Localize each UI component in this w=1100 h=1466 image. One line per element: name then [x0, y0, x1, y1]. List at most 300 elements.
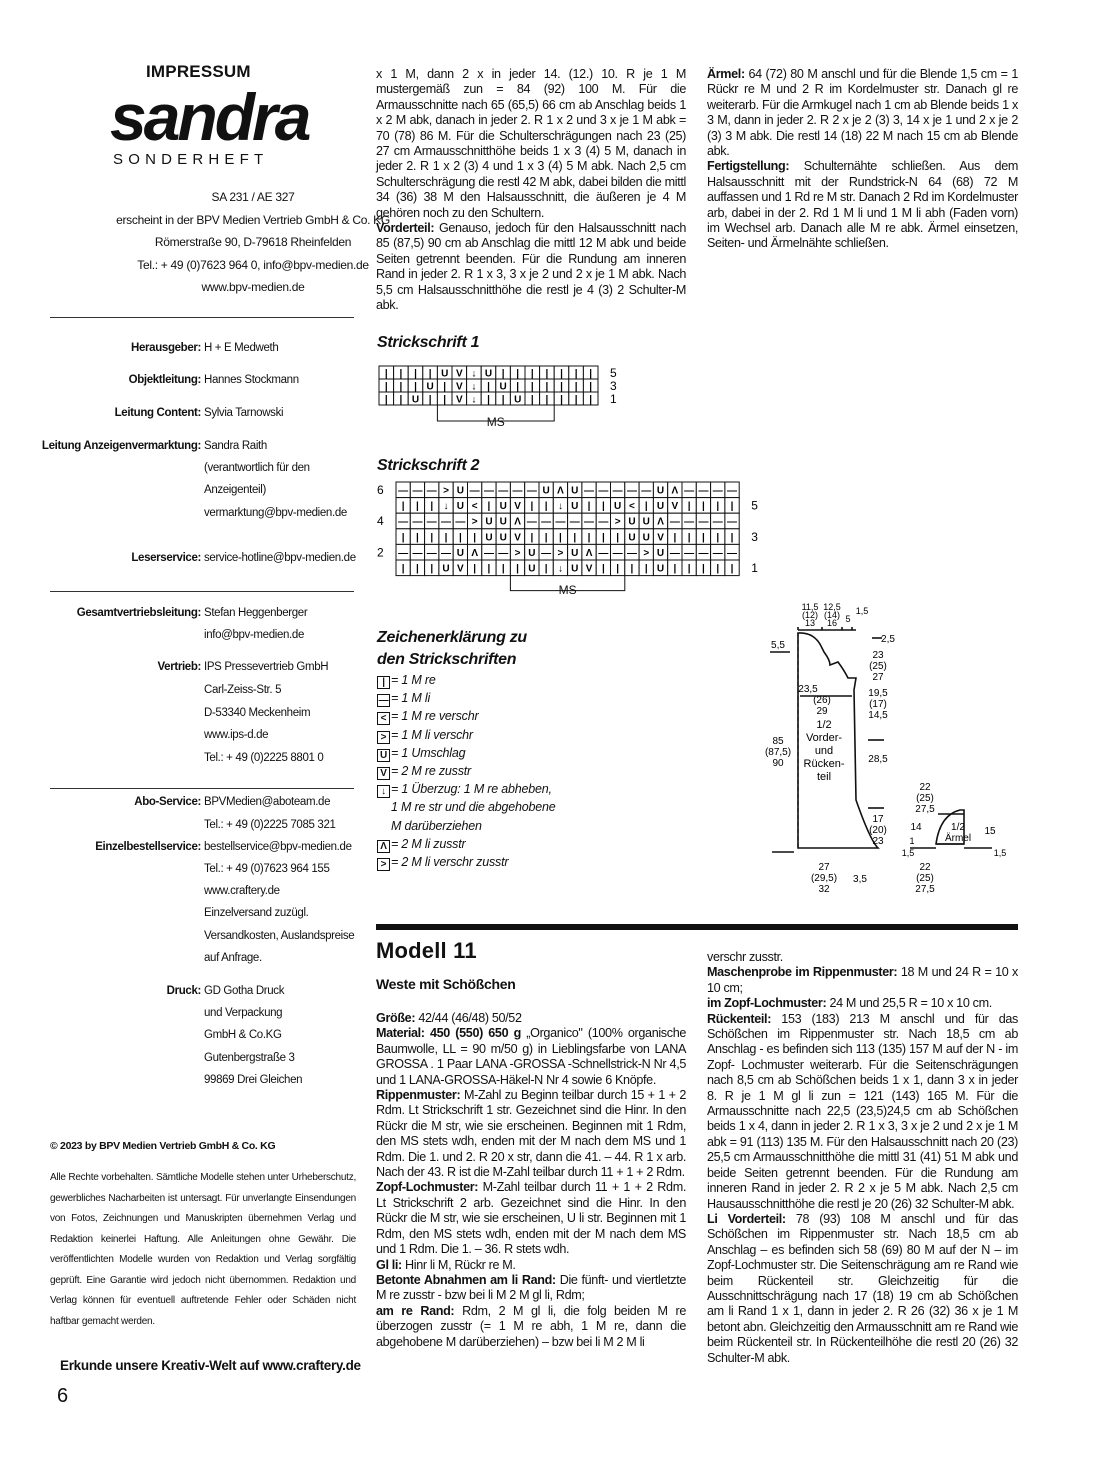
legend-text: = 2 M li zusstr: [391, 836, 466, 851]
stitch-symbol: —: [698, 485, 709, 497]
dim-label: 1,5: [901, 848, 915, 858]
stitch-symbol: V: [671, 501, 679, 513]
model-paragraph: [707, 1212, 1018, 1366]
stitch-symbol: —: [469, 485, 480, 497]
stitch-symbol: |: [730, 532, 734, 544]
impressum-value: Hannes Stockmann: [204, 374, 299, 386]
impressum-value: H + E Medweth: [204, 342, 279, 354]
stitch-symbol: U: [485, 516, 493, 528]
stitch-symbol: —: [512, 485, 523, 497]
model-paragraph-label: Betonte Abnahmen am li Rand:: [376, 1272, 556, 1287]
model-paragraph-text: Die fünft- und viertletzte M re zusstr - bzw bei li M 2 M gl li, Rdm;: [376, 1272, 686, 1303]
dim-label: 1: [909, 836, 915, 846]
piece-label: teil: [816, 771, 832, 783]
stitch-symbol: —: [555, 516, 566, 528]
publisher-line[interactable]: Tel.: + 49 (0)7623 964 0, info@bpv-medien.de: [137, 257, 369, 272]
stitch-symbol: |: [399, 368, 403, 380]
stitch-symbol: —: [541, 547, 552, 559]
dim-label: 14: [910, 822, 922, 833]
stitch-symbol: >: [471, 516, 478, 528]
model-paragraph-text: 42/44 (46/48) 50/52: [415, 1011, 522, 1025]
impressum-value: D-53340 Meckenheim: [204, 707, 311, 719]
stitch-symbol: V: [455, 381, 463, 393]
model-paragraph-text: „Organico" (100% organische Baumwolle, LL = 90 m/50 g) in Lieblingsfarbe von LANA GROSSA . 1 Paar LANA -GROSSA -Schnellstrick-N Nr 4,5 und 1 LANA-GROSSA-Häkel-N Nr 4 sowie 6 Knöpfe.: [376, 1026, 686, 1087]
stitch-symbol: —: [441, 547, 452, 559]
ms-label: MS: [558, 582, 577, 597]
stitch-symbol: <: [471, 501, 478, 513]
stitch-symbol: U: [499, 516, 507, 528]
stitch-symbol: |: [501, 394, 505, 406]
stitch-symbol: |: [516, 563, 519, 575]
stitch-symbol: U: [499, 501, 507, 513]
dim-label: 29: [816, 706, 828, 717]
stitch-symbol: |: [544, 563, 548, 575]
dim-label: (17): [869, 699, 887, 710]
dim-label: 90: [772, 758, 784, 769]
stitch-symbol: |: [601, 532, 605, 544]
stitch-symbol: —: [712, 516, 723, 528]
stitch-symbol: U: [542, 485, 550, 497]
stitch-symbol: |: [545, 394, 549, 406]
dim-label: 12,5: [823, 602, 841, 612]
dim-label: (25): [916, 793, 934, 804]
model-paragraph-text: M-Zahl teilbar durch 11 + 1 + 2 Rdm. Lt Strickschrift 2 arb. Gezeichnet sind die Hinr. In den Rückr die M str, wie sie erscheinen, U li str. Beginnen mit 1 Rdm, den MS stets wdh, enden mit der M nach dem MS und 1 Rdm. Die 1. – 36. R stets wdh.: [376, 1180, 686, 1257]
stitch-symbol: |: [616, 563, 620, 575]
stitch-symbol: V: [657, 532, 664, 544]
stitch-symbol: |: [587, 532, 591, 544]
divider: [50, 788, 354, 789]
stitch-symbol: |: [530, 381, 534, 393]
stitch-symbol: U: [628, 532, 636, 544]
instructions-column-1: [376, 67, 686, 314]
rights-notice: Alle Rechte vorbehalten. Sämtliche Modelle stehen unter Urheberschutz, gewerbliches Nacharbeiten ist untersagt. Für unverlangte Einsendungen von Fotos, Zeichnungen und Manuskripten übernehmen Verlag und Redaktion keinerlei Haftung. Alle Anleitungen ohne Gewähr. Die veröffentlichten Modelle wurden von Redaktion und Verlag sorgfältig geprüft. Eine Garantie wird jedoch nicht übernommen. Redaktion und Verlag können für eventuell auftretende Fehler oder Schäden nicht haftbar gemacht werden.: [50, 1172, 356, 1327]
legend-item: [377, 762, 555, 780]
legend-title: [377, 627, 555, 671]
stitch-symbol: —: [698, 547, 709, 559]
model-paragraph-text: Rdm, 2 M gl li, die folg beiden M re überzogen zusstr (= 1 M re abh, 1 M re, dann die abgehobene M darüberziehen) – bzw bei li M 2 M li: [376, 1303, 687, 1349]
stitch-symbol: —: [398, 516, 409, 528]
stitch-symbol: U: [456, 501, 464, 513]
stitch-symbol: |: [428, 394, 432, 406]
publisher-line: erscheint in der BPV Medien Vertrieb GmbH & Co. KG: [116, 212, 390, 227]
stitch-symbol: |: [560, 381, 563, 393]
impressum-label: Druck:: [166, 985, 201, 997]
stitch-symbol: |: [443, 394, 447, 406]
stitch-symbol: U: [628, 516, 636, 528]
model-title: Modell 11: [376, 938, 477, 963]
impressum-value[interactable]: vermarktung@bpv-medien.de: [204, 507, 347, 519]
stitch-symbol: |: [644, 563, 648, 575]
stitch-symbol: |: [487, 381, 490, 393]
sleeve-text: 64 (72) 80 M anschl und für die Blende 1,5 cm = 1 Rückr re M und 2 R im Kordelmuster str. Danach gl re weiterarb. Für die Armkugel nach 1 cm ab Blende beids 1 x 3 M, dann in jeder 2. R 2 x je 2 (3) 3, 14 x je 1 und 2 x je 2 (3) 3 M abk. Die restl 14 (18) 22 M nach 15 cm ab Blende abk.: [707, 67, 1018, 159]
stitch-symbol: |: [545, 381, 549, 393]
impressum-value: Stefan Heggenberger: [204, 607, 308, 619]
legend-text: = 2 M li verschr zusstr: [391, 855, 509, 870]
model-paragraph: [707, 1012, 1018, 1212]
stitch-symbol: U: [456, 547, 464, 559]
legend-text: = 1 Umschlag: [391, 745, 466, 760]
stitch-symbol: V: [455, 368, 463, 380]
stitch-symbol: U: [456, 485, 464, 497]
stitch-symbol: |: [384, 394, 388, 406]
impressum-label: Herausgeber:: [131, 342, 201, 354]
dim-label: 5: [845, 614, 851, 624]
impressum-heading: IMPRESSUM: [146, 62, 251, 81]
model-paragraph-text: 153 (183) 213 M anschl und für das Schößchen im Rippenmuster str. Nach 18,5 cm ab Anschlag - es befinden sich 113 (135) 157 M auf der N - im Zopf- Lochmuster weiterarb. Für die Seitenschrägungen nach 8,5 cm ab Schößchen beids 1 x 1, dann 3 x in jeder 8. R je 1 M gl li zun = 121 (143) 165 M. Für die Armausschnitte nach 22,5 (23,5)24,5 cm ab Schößchen beids 1 x 4, dann in jeder 2. R 1 x 3, 3 x je 2 und 2 x je 1 M abk = 91 (113) 135 M. Für den Halsausschnitt nach 20 (23) 25,5 cm Armausschnitthöhe die mittl 31 (41) 51 M abk und beide Seiten getrennt beenden. Für die Rundung am inneren Rand in jeder 2. R 2 x je 5 M abk. Nach 2,5 cm Hausausschnitthöhe die restl je 20 (26) 32 Schulter-M abk.: [707, 1011, 1018, 1211]
publisher-line[interactable]: www.bpv-medien.de: [201, 280, 305, 294]
stitch-symbol: —: [412, 516, 423, 528]
legend-item: [377, 707, 555, 725]
knitting-chart-1: [370, 360, 640, 440]
stitch-symbol: |: [487, 501, 491, 513]
stitch-symbol: |: [384, 381, 388, 393]
stitch-symbol: |: [560, 394, 563, 406]
stitch-symbol: |: [702, 563, 705, 575]
stitch-symbol: |: [416, 532, 419, 544]
stitch-symbol: |: [530, 394, 534, 406]
dim-label: (26): [813, 695, 831, 706]
stitch-symbol: Λ: [557, 485, 564, 497]
legend-text: M darüberziehen: [391, 818, 482, 833]
piece-label: Ärmel: [944, 833, 972, 844]
stitch-symbol: U: [485, 532, 493, 544]
impressum-value[interactable]: info@bpv-medien.de: [204, 629, 304, 641]
stitch-symbol: U: [656, 501, 665, 513]
knit-stitch-icon: |: [377, 676, 390, 689]
dim-label: 27,5: [915, 804, 935, 815]
stitch-symbol: U: [642, 532, 650, 544]
stitch-symbol: |: [687, 563, 691, 575]
model-paragraph-text: M-Zahl zu Beginn teilbar durch 15 + 1 + 2 Rdm. Lt Strickschrift 1 str. Gezeichnet sind die Hinr. In den Rückr die M str, wie sie erscheinen. Beginnen mit 1 Rdm, den MS stets wdh, enden mit der M nach dem MS und 1 Rdm. Die 1. und 2. R 20 x str, dann die 41. – 44. R 1 x arb. Nach der 43. R ist die M-Zahl teilbar durch 11 + 1 + 2 Rdm.: [376, 1088, 686, 1180]
stitch-symbol: —: [498, 485, 509, 497]
stitch-symbol: —: [727, 516, 738, 528]
garment-schematic: [760, 600, 1020, 900]
craftery-link[interactable]: Erkunde unsere Kreativ-Welt auf www.craftery.de: [60, 1358, 361, 1373]
stitch-symbol: |: [473, 532, 477, 544]
impressum-value: 99869 Drei Gleichen: [204, 1074, 303, 1086]
dim-label: 13: [804, 618, 816, 628]
impressum-value[interactable]: www.craftery.de: [204, 885, 280, 897]
stitch-symbol: V: [514, 501, 521, 513]
slip-knitwise-icon: <: [377, 712, 390, 725]
stitch-symbol: >: [443, 485, 449, 497]
legend-text: = 2 M re zusstr: [391, 764, 472, 779]
piece-label: und: [814, 745, 834, 757]
stitch-symbol: |: [516, 368, 520, 380]
stitch-symbol: —: [712, 485, 723, 497]
stitch-symbol: U: [528, 563, 536, 575]
stitch-symbol: |: [601, 563, 605, 575]
stitch-symbol: |: [644, 501, 648, 513]
model-paragraph-label: Li Vorderteil:: [707, 1211, 786, 1226]
model-paragraph: [376, 1258, 686, 1273]
model-paragraph-label: Maschenprobe im Rippenmuster:: [707, 965, 898, 980]
impressum-label: Einzelbestellservice:: [95, 841, 201, 853]
page-number: 6: [57, 1385, 69, 1407]
stitch-symbol: |: [574, 394, 578, 406]
impressum-value: (verantwortlich für den: [204, 462, 310, 474]
stitch-symbol: |: [702, 501, 705, 513]
dim-label: 23: [872, 836, 884, 847]
stitch-symbol: |: [616, 532, 620, 544]
impressum-value: Sylvia Tarnowski: [204, 407, 284, 419]
legend-items: [377, 671, 555, 871]
dim-label: (20): [869, 825, 887, 836]
dim-label: 28,5: [868, 754, 888, 765]
model-paragraph: [707, 965, 1018, 996]
stitch-symbol: |: [414, 368, 417, 380]
model-paragraph-text: 18 M und 24 R = 10 x 10 cm;: [707, 965, 1018, 995]
stitch-symbol: ↓: [557, 563, 563, 575]
piece-label: Rücken-: [803, 758, 845, 770]
impressum-value: Tel.: + 49 (0)2225 8801 0: [204, 752, 324, 764]
stitch-symbol: |: [487, 563, 491, 575]
model-paragraph-label: Zopf-Lochmuster:: [376, 1180, 479, 1195]
model-paragraph-text: 24 M und 25,5 R = 10 x 10 cm.: [826, 996, 992, 1011]
stitch-symbol: |: [544, 532, 548, 544]
impressum-label: Leitung Anzeigenvermarktung:: [41, 440, 201, 452]
chart-1-title: Strickschrift 1: [377, 334, 480, 351]
impressum-value: Tel.: + 49 (0)2225 7085 321: [204, 819, 336, 831]
dim-label: 27,5: [915, 884, 935, 895]
stitch-symbol: |: [702, 532, 705, 544]
stitch-symbol: |: [716, 563, 720, 575]
impressum-value: IPS Pressevertrieb GmbH: [204, 661, 329, 673]
dim-label: (25): [869, 661, 887, 672]
dim-label: 23: [872, 650, 884, 661]
stitch-symbol: U: [442, 563, 450, 575]
logo-subtitle: SONDERHEFT: [113, 151, 269, 168]
legend-item: [377, 835, 555, 853]
model-column-2: [707, 950, 1018, 1366]
model-paragraph-label: am re Rand:: [376, 1303, 455, 1318]
stitch-symbol: |: [384, 368, 388, 380]
impressum-value: Einzelversand zuzügl.: [204, 907, 309, 919]
model-paragraph: [707, 996, 1018, 1011]
model-paragraph: [707, 950, 1018, 965]
stitch-symbol: ↓: [471, 394, 477, 406]
model-paragraph: [376, 1026, 686, 1088]
dim-label: (12): [801, 610, 819, 620]
stitch-symbol: ↓: [443, 501, 449, 513]
stitch-symbol: |: [589, 394, 593, 406]
impressum-label: Leserservice:: [131, 552, 201, 564]
stitch-symbol: >: [643, 547, 650, 559]
stitch-symbol: —: [669, 516, 680, 528]
stitch-symbol: |: [687, 501, 691, 513]
stitch-symbol: —: [612, 547, 623, 559]
dim-label: 16: [826, 618, 838, 628]
legend-item: [377, 798, 555, 816]
dim-label: 17: [872, 814, 884, 825]
model-paragraph-label: Gl li:: [376, 1257, 402, 1272]
k2tog-icon: V: [377, 767, 390, 780]
impressum-value: Gutenbergstraße 3: [204, 1052, 295, 1064]
stitch-symbol: |: [601, 501, 605, 513]
stitch-symbol: U: [656, 547, 665, 559]
legend-item: [377, 853, 555, 871]
dim-label: 14,5: [868, 710, 888, 721]
stitch-symbol: |: [716, 501, 720, 513]
publisher-line: Römerstraße 90, D-79618 Rheinfelden: [154, 235, 352, 249]
stitch-symbol: —: [426, 485, 437, 497]
dim-label: (25): [916, 873, 934, 884]
stitch-symbol: V: [457, 563, 464, 575]
stitch-symbol: —: [441, 516, 452, 528]
legend-item: [377, 689, 555, 707]
front-label: Vorderteil:: [376, 221, 435, 236]
back-continuation: x 1 M, dann 2 x in jeder 14. (12.) 10. R je 1 M mustergemäß zun = 84 (92) 100 M. Für die Armausschnitte nach 65 (65,5) 66 cm ab Anschlag beids 1 x 2 M abk, danach in jeder 2. R 1 x 2 und 3 x je 1 M abk = 70 (78) 86 M. Für die Schulterschrägungen nach 23 (25) 27 cm Armausschnitthöhe beids 1 x 3 (4) 5 M, danach in jeder 2. R 1 x 2 (3) 4 und 1 x 3 (4) 5 M abk. Nach 2,5 cm Schulterschrägung die restl 42 M abk, dabei bilden die mittl 34 (36) 38 M den Halsausschnitt, die äußeren je 4 M gehören noch zu den Schultern.: [376, 67, 686, 220]
dim-label: (29,5): [810, 873, 838, 884]
stitch-symbol: |: [587, 501, 591, 513]
stitch-symbol: |: [560, 368, 563, 380]
model-paragraph: [376, 1180, 686, 1257]
row-number: 1: [751, 561, 758, 575]
impressum-value: und Verpackung: [204, 1007, 283, 1019]
dim-label: 15: [984, 826, 996, 837]
stitch-symbol: |: [416, 563, 419, 575]
dim-label: 23,5: [798, 684, 818, 695]
stitch-symbol: |: [574, 368, 578, 380]
stitch-symbol: —: [698, 516, 709, 528]
stitch-symbol: —: [483, 547, 494, 559]
stitch-symbol: |: [458, 532, 462, 544]
divider: [50, 591, 354, 592]
stitch-symbol: |: [530, 501, 534, 513]
stitch-symbol: —: [626, 485, 637, 497]
dim-label: (14): [823, 610, 841, 620]
impressum-label: Leitung Content:: [114, 407, 201, 419]
p2tog-tbl-icon: >: [377, 858, 390, 871]
stitch-symbol: |: [430, 532, 434, 544]
stitch-symbol: U: [411, 394, 420, 406]
row-number: 3: [751, 529, 758, 544]
stitch-symbol: Λ: [671, 485, 679, 497]
stitch-symbol: —: [412, 547, 423, 559]
stitch-symbol: |: [530, 532, 534, 544]
stitch-symbol: |: [530, 368, 534, 380]
legend-item: [377, 780, 555, 798]
legend-text: = 1 Überzug: 1 M re abheben,: [391, 782, 552, 797]
stitch-symbol: |: [673, 532, 677, 544]
stitch-symbol: U: [528, 547, 536, 559]
dim-label: 19,5: [868, 688, 888, 699]
stitch-symbol: |: [687, 532, 691, 544]
stitch-symbol: U: [656, 563, 665, 575]
stitch-symbol: |: [573, 532, 577, 544]
front-paragraph: [376, 221, 686, 313]
model-subtitle: Weste mit Schößchen: [376, 976, 516, 992]
copyright: © 2023 by BPV Medien Vertrieb GmbH & Co. KG: [50, 1140, 276, 1152]
stitch-symbol: —: [584, 485, 595, 497]
stitch-symbol: —: [398, 485, 409, 497]
legend-text: 1 M re str und die abgehobene: [391, 800, 556, 815]
row-number: 5: [610, 366, 617, 380]
stitch-symbol: ↓: [557, 501, 563, 513]
impressum-value[interactable]: bestellservice@bpv-medien.de: [204, 841, 352, 853]
stitch-symbol: |: [401, 501, 405, 513]
stitch-symbol: V: [585, 563, 593, 575]
stitch-symbol: —: [598, 516, 609, 528]
row-number: 3: [610, 379, 617, 393]
sandra-logo: sandra: [110, 80, 309, 154]
finishing-text: Schulternähte schließen. Aus dem Halsausschnitt mit der Rundstrick-N 64 (68) 72 M auffassen und 1 Rd re M str. Danach 2 Rd im Kordelmuster arb, dabei in der 2. Rd 1 M li und 1 M li abh (Faden vorn) im Wechsel arb. Danach alle M re abk. Ärmel einsetzen, Seiten- und Ärmelnähte schließen.: [707, 159, 1018, 251]
stitch-symbol: —: [541, 516, 552, 528]
stitch-symbol: |: [487, 394, 490, 406]
stitch-symbol: |: [416, 501, 419, 513]
stitch-symbol: |: [430, 563, 434, 575]
stitch-symbol: —: [426, 516, 437, 528]
stitch-symbol: —: [584, 516, 595, 528]
stitch-symbol: —: [684, 485, 695, 497]
stitch-symbol: —: [612, 485, 623, 497]
impressum-value: auf Anfrage.: [204, 952, 262, 964]
piece-label: Vorder-: [805, 732, 843, 744]
impressum-value: Sandra Raith: [204, 440, 267, 452]
instructions-column-2: [707, 67, 1018, 252]
skp-icon: ↓: [377, 785, 390, 798]
stitch-symbol: >: [557, 547, 564, 559]
model-paragraph-text: 78 (93) 108 M anschl und für das Schößchen im Rippenmuster str. Nach 18,5 cm ab Anschlag – es befinden sich 58 (69) 80 M auf der N – im Zopf-Lochmuster str. Die Seitenschrägung am re Rand wie beim Rückenteil str. Gleichzeitig für die Ausschnittschrägung nach 17 (18) 19 cm ab Schößchen am li Rand 1 x 1, dann in jeder 2. R 26 (32) 36 x je 1 M betont abn. Gleichzeitig den Armausschnitt am re Rand wie beim Rückenteil str. In Rückenteilhöhe die restl 20 (26) 32 Schulter-M abk.: [707, 1211, 1018, 1365]
impressum-value[interactable]: BPVMedien@aboteam.de: [204, 796, 331, 808]
stitch-symbol: —: [626, 547, 637, 559]
row-number: 1: [610, 392, 617, 406]
impressum-value: Carl-Zeiss-Str. 5: [204, 684, 282, 696]
stitch-symbol: U: [571, 547, 579, 559]
dim-label: 11,5: [801, 602, 819, 612]
stitch-symbol: |: [430, 501, 434, 513]
impressum-value[interactable]: service-hotline@bpv-medien.de: [204, 552, 356, 564]
stitch-symbol: ↓: [471, 381, 477, 393]
impressum-value[interactable]: www.ips-d.de: [204, 729, 269, 741]
legend-text: = 1 M re: [391, 673, 436, 687]
symbol-legend: [377, 627, 555, 871]
stitch-symbol: —: [598, 485, 609, 497]
stitch-symbol: Λ: [514, 516, 521, 528]
stitch-symbol: |: [428, 368, 432, 380]
impressum-label: Objektleitung:: [128, 374, 201, 386]
section-bar: [376, 924, 1018, 930]
impressum-value: Tel.: + 49 (0)7623 964 155: [204, 863, 330, 875]
stitch-symbol: —: [455, 516, 466, 528]
purl-stitch-icon: —: [378, 695, 389, 707]
p2tog-icon: Λ: [377, 840, 390, 853]
piece-label: 1/2: [951, 822, 965, 833]
model-paragraph-text: Hinr li M, Rückr re M.: [401, 1257, 516, 1272]
stitch-symbol: |: [444, 532, 448, 544]
stitch-symbol: |: [516, 381, 520, 393]
front-text: Genauso, jedoch für den Halsausschnitt nach 85 (87,5) 90 cm ab Anschlag die mittl 12 M abk und beide Seiten getrennt beenden. Für die Rundung am inneren Rand in jeder 2. R 1 x 3, 3 x je 2 und 2 x je 1 M abk. Nach 5,5 cm Halsausschnitthöhe die restl je 4 (3) 2 Schulter-M abk.: [376, 221, 686, 313]
stitch-symbol: <: [629, 501, 635, 513]
stitch-symbol: —: [712, 547, 723, 559]
model-paragraph-label: Material: 450 (550) 650 g: [376, 1026, 521, 1041]
legend-title-line: den Strickschriften: [377, 651, 517, 668]
stitch-symbol: |: [401, 563, 405, 575]
yarn-over-icon: U: [377, 749, 390, 762]
row-number: 2: [377, 545, 384, 560]
stitch-symbol: V: [455, 394, 463, 406]
slip-purlwise-icon: >: [377, 731, 390, 744]
legend-item: [377, 671, 555, 689]
stitch-symbol: —: [727, 485, 738, 497]
dim-label: 22: [919, 782, 931, 793]
piece-label: 1/2: [816, 719, 832, 731]
dim-label: (87,5): [764, 747, 792, 758]
stitch-symbol: |: [574, 381, 578, 393]
impressum-value: Versandkosten, Auslandspreise: [204, 930, 355, 942]
model-paragraph-label: Rippenmuster:: [376, 1088, 461, 1103]
legend-text: = 1 M li: [391, 691, 431, 706]
